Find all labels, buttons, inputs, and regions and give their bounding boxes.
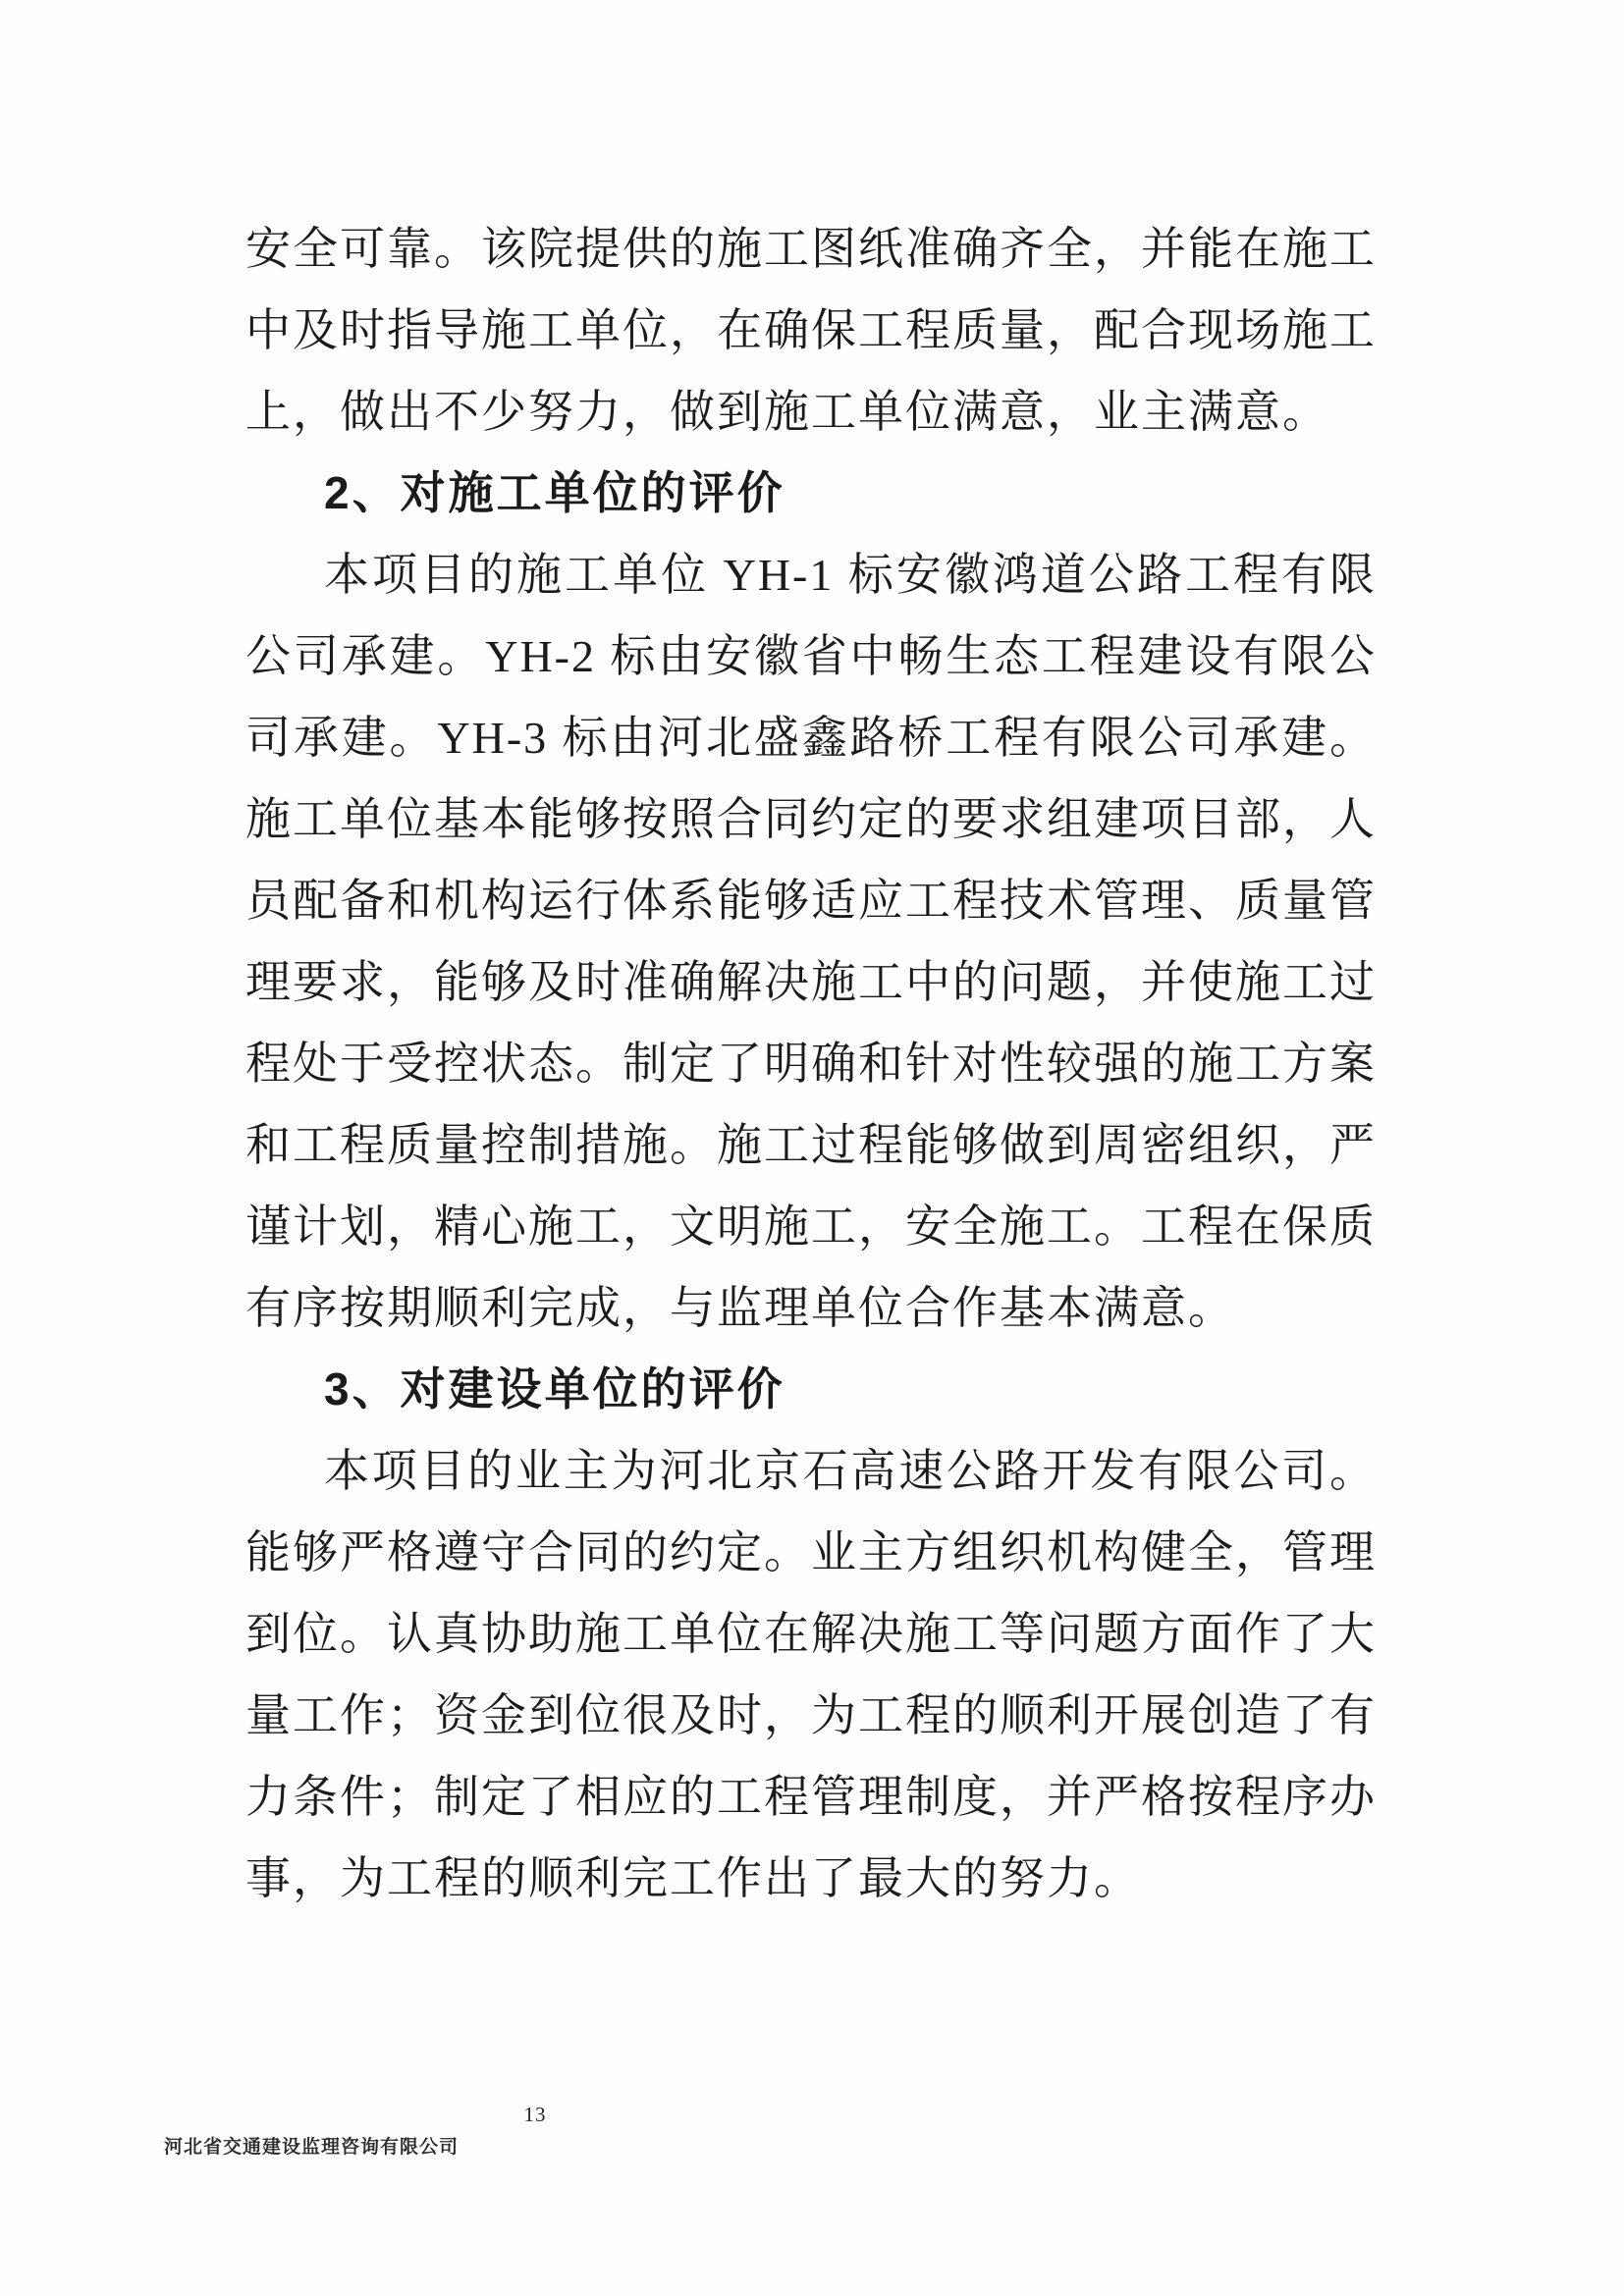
document-body <box>245 208 1377 1919</box>
page-number: 13 <box>523 2103 547 2126</box>
paragraph-client-unit-eval: 本项目的业主为河北京石高速公路开发有限公司。能够严格遵守合同的约定。业主方组织机构健全，管理到位。认真协助施工单位在解决施工等问题方面作了大量工作；资金到位很及时，为工程的顺利开展创造了有力条件；制定了相应的工程管理制度，并严格按程序办事，为工程的顺利完工作出了最大的努力。 <box>245 1446 1377 1903</box>
paragraph-construction-unit-eval: 本项目的施工单位 YH-1 标安徽鸿道公路工程有限公司承建。YH-2 标由安徽省中畅生态工程建设有限公司承建。YH-3 标由河北盛鑫路桥工程有限公司承建。施工单位基本能够按照合同约定的要求组建项目部，人员配备和机构运行体系能够适应工程技术管理、质量管理要求，能够及时准确解决施工中的问题，并使施工过程处于受控状态。制定了明确和针对性较强的施工方案和工程质量控制措施。施工过程能够做到周密组织，严谨计划，精心施工，文明施工，安全施工。工程在保质有序按期顺利完成，与监理单位合作基本满意。 <box>245 550 1377 1333</box>
heading-construction-unit-eval: 2、对施工单位的评价 <box>324 467 785 518</box>
footer-company-name: 河北省交通建设监理咨询有限公司 <box>164 2137 460 2158</box>
paragraph-design-unit-eval-continued: 安全可靠。该院提供的施工图纸准确齐全，并能在施工中及时指导施工单位，在确保工程质量，配合现场施工上，做出不少努力，做到施工单位满意，业主满意。 <box>245 224 1377 437</box>
heading-client-unit-eval: 3、对建设单位的评价 <box>324 1363 785 1415</box>
